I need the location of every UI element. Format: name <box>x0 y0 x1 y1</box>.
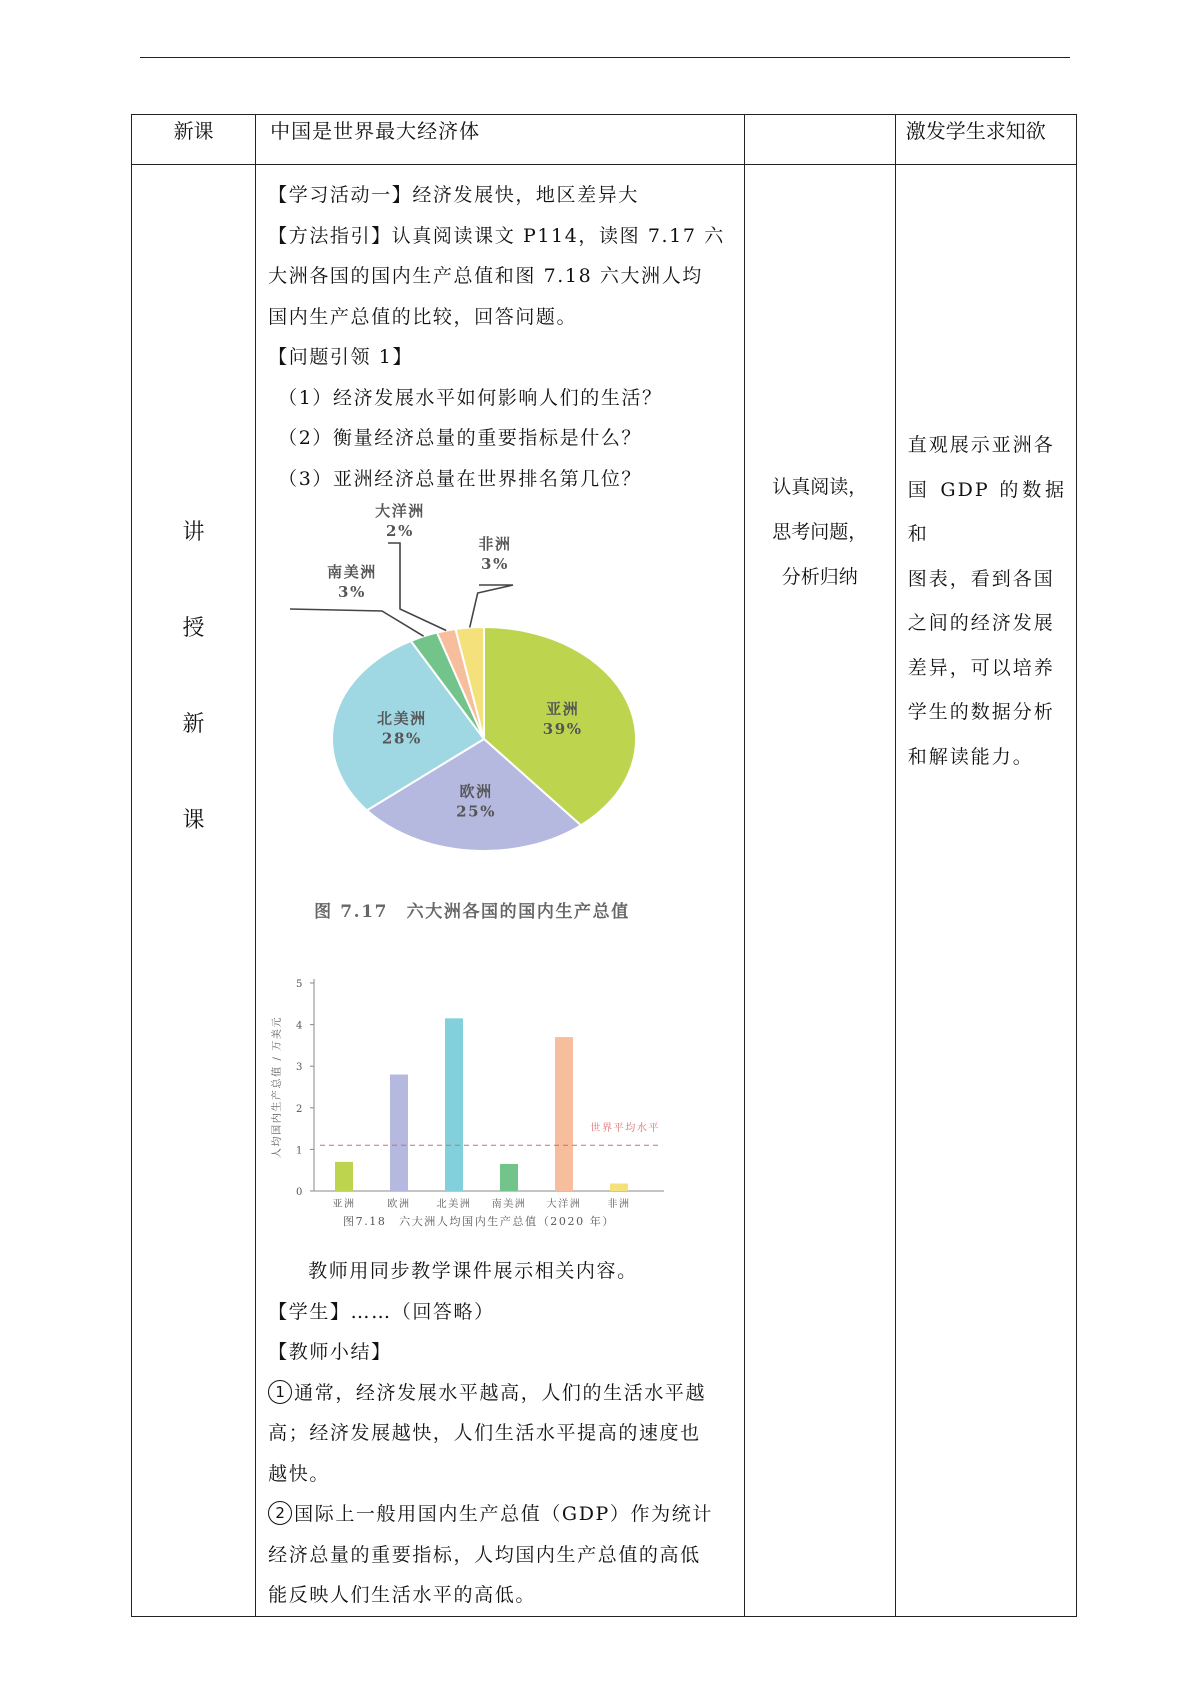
design-intent-line: 直观展示亚洲各 <box>907 434 1055 456</box>
page-header-rule <box>140 57 1070 58</box>
summary-line: 越快。 <box>268 1462 330 1485</box>
bar-y-tick-label: 4 <box>296 1020 305 1032</box>
stage-vertical-label <box>132 165 255 899</box>
question-item: （1）经济发展水平如何影响人们的生活？ <box>278 386 663 409</box>
pie-slice-value: 2% <box>386 522 415 540</box>
lesson-topic-row <box>132 115 1077 165</box>
pie-slice-label: 亚洲 <box>546 700 580 719</box>
question-title: 【问题引领 1】 <box>268 346 414 368</box>
teacher-note: 教师用同步教学课件展示相关内容。 <box>308 1260 638 1282</box>
summary-line: 能反映人们生活水平的高低。 <box>268 1584 536 1606</box>
bar-y-tick-label: 1 <box>296 1145 305 1157</box>
bar <box>335 1162 353 1191</box>
design-intent-line: 图表，看到各国 <box>907 567 1055 590</box>
bar-category-label: 欧洲 <box>387 1199 411 1210</box>
gdp-pie-chart <box>262 499 722 949</box>
bar-category-label: 大洋洲 <box>546 1199 582 1210</box>
teaching-content-column <box>256 165 745 1617</box>
reference-line-label: 世界平均水平 <box>590 1123 661 1135</box>
topic-cell: 中国是世界最大经济体 <box>256 115 745 165</box>
pie-slice-label: 北美洲 <box>377 709 427 728</box>
pie-slice-label: 大洋洲 <box>375 502 426 520</box>
gdp-per-capita-figure <box>264 963 694 1243</box>
student-activity-line: 分析归纳 <box>781 566 858 588</box>
summary-text: 通常，经济发展水平越高，人们的生活水平越 <box>294 1381 707 1404</box>
student-activity-line: 认真阅读， <box>772 476 868 498</box>
bar-category-label: 亚洲 <box>332 1199 356 1210</box>
student-activity-cell-empty <box>744 115 895 165</box>
design-intent-title: 激发学生求知欲 <box>895 115 1076 165</box>
gdp-pie-figure <box>262 499 722 949</box>
summary-title: 【教师小结】 <box>268 1341 392 1363</box>
stage-column <box>132 165 256 1617</box>
summary-text: 国际上一般用国内生产总值（GDP）作为统计 <box>294 1503 713 1525</box>
stage-char: 授 <box>182 616 205 641</box>
lesson-plan-table <box>131 114 1077 1617</box>
pie-leader-line <box>290 609 424 636</box>
question-item: （2）衡量经济总量的重要指标是什么？ <box>278 427 643 449</box>
summary-line: 经济总量的重要指标，人均国内生产总值的高低 <box>268 1543 701 1566</box>
design-intent-line: 和解读能力。 <box>907 745 1034 768</box>
pie-slice-label: 南美洲 <box>327 563 378 581</box>
bar-category-label: 北美洲 <box>436 1199 472 1210</box>
design-intent-line: 学生的数据分析 <box>907 701 1055 723</box>
stage-char: 讲 <box>182 520 205 545</box>
summary-line: 高；经济发展越快，人们生活水平提高的速度也 <box>268 1422 701 1444</box>
bar <box>610 1184 628 1191</box>
bar <box>500 1164 518 1191</box>
teaching-row <box>132 165 1077 1617</box>
pie-chart-title: 图 7.17 六大洲各国的国内生产总值 <box>314 902 630 922</box>
stage-char: 新 <box>182 712 205 737</box>
student-activity-column <box>744 165 895 1617</box>
summary-line <box>268 1373 734 1414</box>
bar-y-tick-label: 0 <box>296 1187 305 1198</box>
bar-y-tick-label: 5 <box>296 979 305 990</box>
design-intent-line: 差异，可以培养 <box>907 656 1055 679</box>
pie-slice-value: 28% <box>382 729 422 748</box>
pie-leader-line <box>470 585 513 628</box>
design-intent-line: 国 GDP 的数据和 <box>907 478 1066 545</box>
bar-y-tick-label: 2 <box>296 1103 305 1115</box>
method-line: 大洲各国的国内生产总值和图 7.18 六大洲人均 <box>268 265 703 287</box>
bar <box>390 1075 408 1191</box>
bar-y-axis-label: 人均国内生产总值 / 万美元 <box>272 1015 284 1159</box>
student-activity-line: 思考问题， <box>772 521 868 543</box>
activity-title: 【学习活动一】经济发展快，地区差异大 <box>268 184 639 206</box>
design-intent-column <box>895 165 1076 1617</box>
pie-leader-line <box>388 543 446 631</box>
pie-slice-value: 39% <box>542 720 583 739</box>
pie-slice-label: 欧洲 <box>459 782 493 801</box>
summary-line <box>268 1494 734 1535</box>
student-answer: 【学生】……（回答略） <box>268 1300 495 1323</box>
method-line: 【方法指引】认真阅读课文 P114，读图 7.17 六 <box>268 224 725 247</box>
bar <box>555 1037 573 1191</box>
stage-char: 课 <box>182 808 205 833</box>
pie-slice-label: 非洲 <box>478 535 512 553</box>
design-intent-line: 之间的经济发展 <box>907 612 1055 634</box>
pie-slice-value: 3% <box>481 555 510 573</box>
bar-chart-title: 图7.18 六大洲人均国内生产总值（2020 年） <box>343 1215 616 1228</box>
pie-slice-value: 25% <box>456 802 497 821</box>
bar-y-tick-label: 3 <box>296 1062 305 1074</box>
stage-cell: 新课 <box>132 115 256 165</box>
bar-category-label: 南美洲 <box>491 1199 527 1210</box>
method-line: 国内生产总值的比较，回答问题。 <box>268 305 578 328</box>
bar-category-label: 非洲 <box>607 1199 631 1210</box>
bar <box>445 1018 463 1191</box>
circled-number-marker: 2 <box>268 1501 292 1525</box>
question-item: （3）亚洲经济总量在世界排名第几位？ <box>278 467 643 490</box>
circled-number-marker: 1 <box>268 1380 292 1404</box>
pie-slice-value: 3% <box>338 583 367 601</box>
gdp-per-capita-bar-chart <box>264 963 694 1243</box>
